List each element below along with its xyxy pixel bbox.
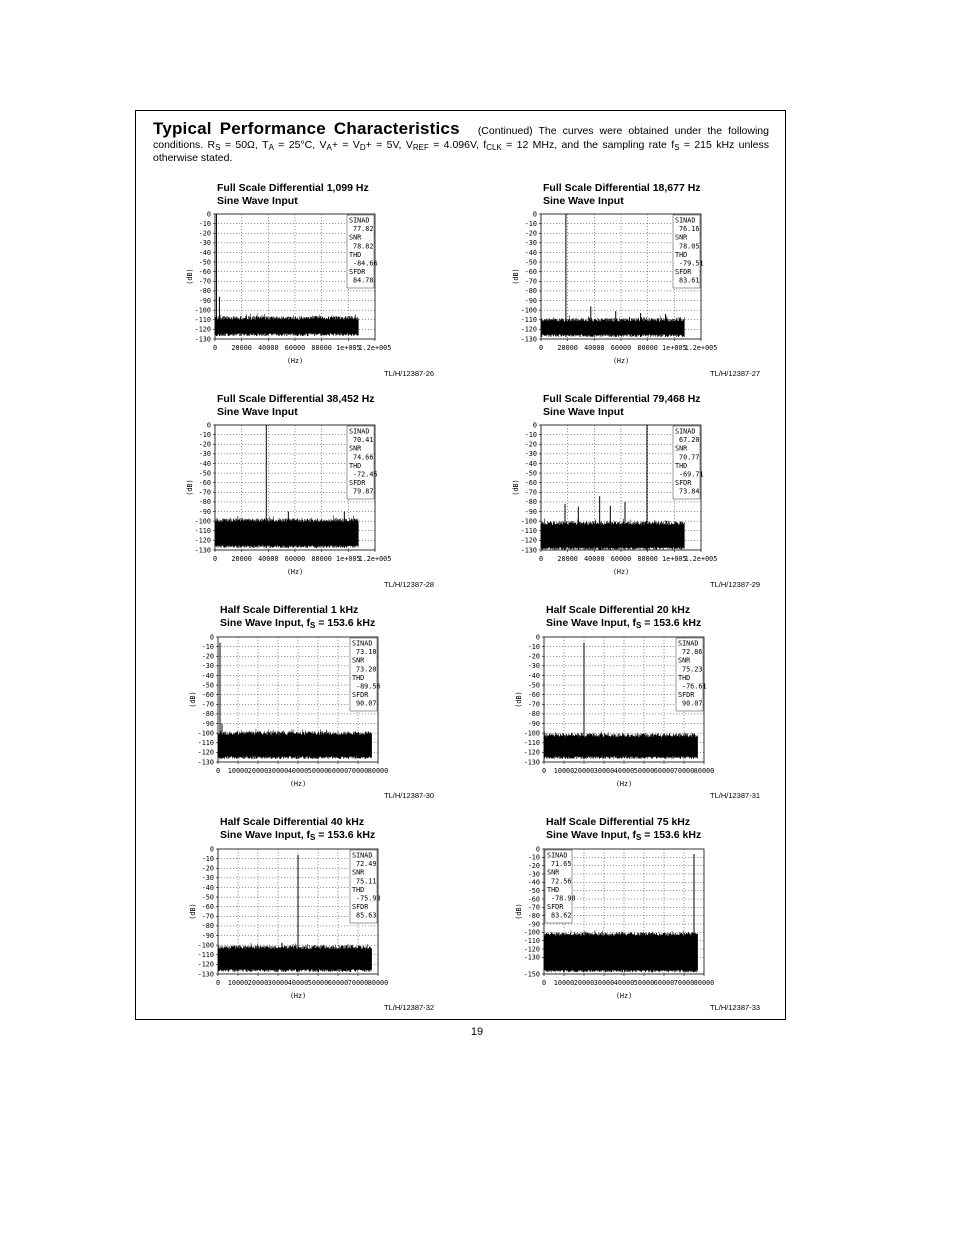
x-axis-label: (Hz)	[289, 992, 307, 1000]
stat-value: 75.23	[682, 665, 703, 674]
y-tick-label: -40	[527, 671, 540, 680]
page-number: 19	[470, 1026, 484, 1038]
stat-name: SFDR	[349, 268, 366, 277]
y-tick-label: 0	[206, 210, 211, 219]
y-tick-label: -50	[198, 469, 211, 478]
y-tick-label: -100	[194, 517, 211, 526]
figure-id: TL/H/12387-30	[384, 791, 435, 800]
stat-value: 75.11	[356, 877, 377, 886]
stat-name: SFDR	[352, 691, 369, 700]
y-tick-label: -50	[524, 469, 537, 478]
y-tick-label: -30	[524, 239, 537, 248]
y-tick-label: -20	[198, 229, 211, 238]
y-tick-label: -40	[524, 248, 537, 257]
stat-name: THD	[349, 250, 362, 259]
y-tick-label: -80	[527, 710, 540, 719]
stat-name: THD	[678, 673, 691, 682]
stat-name: SFDR	[675, 479, 692, 488]
y-tick-label: -80	[198, 287, 211, 296]
y-tick-label: -60	[201, 690, 214, 699]
x-tick-label: 20000	[573, 979, 595, 987]
y-tick-label: -70	[198, 488, 211, 497]
x-tick-label: 80000	[311, 344, 332, 352]
x-tick-label: 30000	[267, 767, 289, 775]
stat-name: SFDR	[675, 268, 692, 277]
y-tick-label: -60	[198, 267, 211, 276]
x-tick-label: 10000	[553, 979, 575, 987]
y-tick-label: -50	[201, 681, 214, 690]
stat-value: -89.56	[356, 682, 381, 691]
stat-name: SINAD	[675, 427, 696, 436]
x-tick-label: 40000	[287, 767, 309, 775]
stat-value: 71.65	[551, 860, 572, 869]
y-tick-label: -10	[198, 430, 211, 439]
x-tick-label: 30000	[593, 767, 615, 775]
y-tick-label: -100	[523, 729, 540, 738]
x-tick-label: 1e+005	[336, 555, 361, 563]
spectrum-plot	[180, 205, 420, 367]
x-tick-label: 50000	[307, 979, 329, 987]
x-tick-label: 40000	[258, 555, 279, 563]
noise-floor-series	[544, 731, 698, 759]
y-tick-label: 0	[535, 633, 540, 642]
x-tick-label: 10000	[227, 979, 249, 987]
stat-value: 74.66	[353, 453, 374, 462]
y-tick-label: -10	[524, 219, 537, 228]
x-tick-label: 1e+005	[662, 555, 687, 563]
y-tick-label: -120	[523, 945, 540, 954]
x-tick-label: 70000	[673, 767, 695, 775]
y-tick-label: -60	[524, 478, 537, 487]
chart-title: Full Scale Differential 79,468 Hz Sine Wave Input	[543, 393, 701, 418]
figure-id: TL/H/12387-32	[384, 1003, 435, 1012]
y-tick-label: -60	[527, 690, 540, 699]
x-tick-label: 1.2e+005	[358, 344, 392, 352]
x-tick-label: 0	[538, 344, 544, 352]
stat-name: SINAD	[678, 639, 699, 648]
x-tick-label: 30000	[593, 979, 615, 987]
spectrum-plot	[509, 840, 749, 1002]
y-tick-label: -30	[527, 662, 540, 671]
x-tick-label: 60000	[327, 979, 349, 987]
x-tick-label: 80000	[311, 555, 332, 563]
y-tick-label: -40	[198, 248, 211, 257]
y-tick-label: -130	[197, 970, 214, 979]
y-tick-label: -50	[201, 893, 214, 902]
y-tick-label: -20	[524, 440, 537, 449]
y-axis-label: (dB)	[515, 903, 523, 920]
x-tick-label: 40000	[584, 344, 605, 352]
y-tick-label: -120	[194, 325, 211, 334]
x-tick-label: 0	[538, 555, 544, 563]
stat-name: SNR	[349, 233, 362, 242]
spectrum-plot	[506, 416, 746, 578]
stat-value: 90.07	[682, 699, 703, 708]
y-tick-label: -100	[197, 729, 214, 738]
y-tick-label: -110	[194, 527, 211, 536]
stat-name: SINAD	[547, 851, 568, 860]
x-tick-label: 60000	[653, 979, 675, 987]
stat-name: SINAD	[349, 427, 370, 436]
spectrum-plot	[180, 416, 420, 578]
chart-title: Half Scale Differential 20 kHz Sine Wave Input, $f_S = 153.6$ kHz	[546, 604, 702, 630]
y-tick-label: -20	[201, 652, 214, 661]
stat-value: 84.78	[353, 276, 374, 285]
x-tick-label: 0	[215, 979, 221, 987]
stat-value: 73.10	[356, 648, 377, 657]
y-tick-label: -10	[201, 854, 214, 863]
noise-floor-series	[541, 519, 684, 550]
noise-floor-series	[218, 729, 372, 759]
y-axis-label: (dB)	[186, 268, 194, 285]
y-tick-label: -20	[527, 861, 540, 870]
stat-name: SFDR	[352, 903, 369, 912]
stat-value: 67.20	[679, 436, 700, 445]
y-axis-label: (dB)	[512, 268, 520, 285]
stat-value: 72.86	[682, 648, 703, 657]
chart-title: Full Scale Differential 1,099 Hz Sine Wave Input	[217, 182, 369, 207]
x-tick-label: 20000	[247, 979, 269, 987]
x-tick-label: 80000	[693, 979, 715, 987]
y-tick-label: 0	[532, 421, 537, 430]
y-tick-label: -40	[524, 459, 537, 468]
y-tick-label: 0	[532, 210, 537, 219]
stat-name: THD	[352, 673, 365, 682]
y-tick-label: -120	[520, 325, 537, 334]
x-tick-label: 80000	[367, 767, 389, 775]
stat-value: 77.82	[353, 225, 374, 234]
y-tick-label: -130	[520, 335, 537, 344]
y-tick-label: -150	[523, 970, 540, 979]
y-tick-label: -50	[527, 886, 540, 895]
figure-id: TL/H/12387-26	[384, 369, 435, 378]
stat-name: SNR	[547, 868, 560, 877]
y-tick-label: -70	[527, 700, 540, 709]
x-tick-label: 60000	[653, 767, 675, 775]
y-tick-label: -70	[524, 488, 537, 497]
y-tick-label: -120	[520, 536, 537, 545]
y-tick-label: -10	[201, 642, 214, 651]
x-tick-label: 20000	[231, 555, 252, 563]
x-tick-label: 1.2e+005	[684, 344, 718, 352]
x-tick-label: 80000	[637, 344, 658, 352]
y-tick-label: -40	[201, 883, 214, 892]
chart-title: Half Scale Differential 1 kHz Sine Wave Input, $f_S = 153.6$ kHz	[220, 604, 376, 630]
y-tick-label: -110	[523, 739, 540, 748]
y-tick-label: -130	[523, 953, 540, 962]
y-tick-label: -120	[523, 748, 540, 757]
stat-value: 70.77	[679, 453, 700, 462]
y-tick-label: -90	[198, 296, 211, 305]
x-tick-label: 80000	[637, 555, 658, 563]
y-tick-label: -110	[520, 527, 537, 536]
x-tick-label: 50000	[307, 767, 329, 775]
x-tick-label: 40000	[613, 767, 635, 775]
x-axis-label: (Hz)	[612, 568, 630, 576]
y-tick-label: -120	[194, 536, 211, 545]
x-tick-label: 1e+005	[662, 344, 687, 352]
stat-name: THD	[547, 885, 560, 894]
x-tick-label: 1.2e+005	[358, 555, 392, 563]
y-tick-label: -90	[201, 931, 214, 940]
x-tick-label: 20000	[247, 767, 269, 775]
y-tick-label: -20	[524, 229, 537, 238]
y-tick-label: -100	[520, 517, 537, 526]
y-tick-label: -80	[201, 710, 214, 719]
y-tick-label: -30	[524, 450, 537, 459]
y-tick-label: -70	[201, 700, 214, 709]
figure-id: TL/H/12387-33	[710, 1003, 761, 1012]
stat-value: -76.61	[682, 682, 707, 691]
stat-value: 72.49	[356, 860, 377, 869]
stat-name: THD	[675, 461, 688, 470]
y-tick-label: -50	[527, 681, 540, 690]
noise-floor-series	[541, 315, 684, 337]
page-title: Typical Performance Characteristics	[153, 119, 460, 138]
y-tick-label: -30	[198, 450, 211, 459]
stat-name: SINAD	[352, 639, 373, 648]
stat-name: SNR	[352, 656, 365, 665]
stat-value: 90.07	[356, 699, 377, 708]
y-tick-label: -70	[527, 903, 540, 912]
y-axis-label: (dB)	[512, 479, 520, 496]
figure-id: TL/H/12387-29	[710, 580, 761, 589]
x-tick-label: 80000	[367, 979, 389, 987]
x-axis-label: (Hz)	[289, 780, 307, 788]
y-tick-label: -10	[527, 853, 540, 862]
x-tick-label: 50000	[633, 767, 655, 775]
x-tick-label: 70000	[673, 979, 695, 987]
x-tick-label: 1.2e+005	[684, 555, 718, 563]
y-tick-label: -120	[197, 748, 214, 757]
x-tick-label: 80000	[693, 767, 715, 775]
stat-name: SNR	[349, 444, 362, 453]
y-tick-label: -90	[524, 296, 537, 305]
spectrum-plot	[183, 840, 423, 1002]
spectrum-plot	[506, 205, 746, 367]
x-axis-label: (Hz)	[615, 992, 633, 1000]
chart-title: Full Scale Differential 18,677 Hz Sine Wave Input	[543, 182, 701, 207]
stat-name: SNR	[678, 656, 691, 665]
y-tick-label: 0	[535, 845, 540, 854]
x-tick-label: 60000	[610, 344, 632, 352]
stat-name: SINAD	[349, 216, 370, 225]
conditions-text: (Continued) The curves were obtained under the following conditions. $R_S = 50\Omega$, $T_A = 25^\circ C$, $V_A+ = V_D+ = 5V$, $V_{REF} = 4.096V$, $f_{CLK} = 12$ MHz, and the sampling rate $f_S = 215$ kHz unless otherwise stated.	[153, 125, 770, 164]
x-tick-label: 20000	[557, 344, 578, 352]
stat-value: 76.16	[679, 225, 700, 234]
x-tick-label: 60000	[284, 555, 306, 563]
y-tick-label: 0	[209, 845, 214, 854]
y-tick-label: -90	[527, 719, 540, 728]
stat-name: SFDR	[349, 479, 366, 488]
chart-title: Half Scale Differential 75 kHz Sine Wave Input, $f_S = 153.6$ kHz	[546, 816, 702, 842]
y-tick-label: -10	[198, 219, 211, 228]
stat-value: 70.41	[353, 436, 374, 445]
x-tick-label: 20000	[231, 344, 252, 352]
x-axis-label: (Hz)	[286, 568, 304, 576]
y-tick-label: -40	[198, 459, 211, 468]
x-tick-label: 50000	[633, 979, 655, 987]
y-tick-label: -50	[524, 258, 537, 267]
stat-value: 78.82	[353, 242, 374, 251]
x-tick-label: 0	[541, 767, 547, 775]
x-tick-label: 70000	[347, 979, 369, 987]
header	[153, 119, 770, 166]
noise-floor-series	[215, 516, 358, 548]
y-tick-label: -130	[197, 758, 214, 767]
y-tick-label: -20	[201, 864, 214, 873]
y-tick-label: -60	[527, 895, 540, 904]
x-tick-label: 0	[212, 344, 218, 352]
y-tick-label: -110	[194, 316, 211, 325]
x-tick-label: 60000	[284, 344, 306, 352]
x-tick-label: 0	[215, 767, 221, 775]
y-tick-label: -130	[520, 546, 537, 555]
stat-name: THD	[675, 250, 688, 259]
y-tick-label: -80	[527, 911, 540, 920]
stat-name: SNR	[352, 868, 365, 877]
x-tick-label: 10000	[553, 767, 575, 775]
y-tick-label: -130	[194, 335, 211, 344]
stat-value: 85.63	[356, 911, 377, 920]
y-tick-label: -90	[201, 719, 214, 728]
x-axis-label: (Hz)	[612, 357, 630, 365]
stat-value: -72.45	[353, 470, 378, 479]
y-axis-label: (dB)	[515, 691, 523, 708]
x-tick-label: 40000	[287, 979, 309, 987]
y-tick-label: -110	[523, 936, 540, 945]
y-tick-label: -110	[520, 316, 537, 325]
stat-value: 79.87	[353, 487, 374, 496]
y-tick-label: -90	[527, 920, 540, 929]
stat-value: -78.90	[551, 894, 576, 903]
stat-value: -75.93	[356, 894, 381, 903]
figure-id: TL/H/12387-31	[710, 791, 761, 800]
y-tick-label: -70	[201, 912, 214, 921]
stat-name: SFDR	[547, 903, 564, 912]
y-tick-label: -110	[197, 951, 214, 960]
stat-value: -79.51	[679, 259, 704, 268]
y-tick-label: -80	[201, 922, 214, 931]
spectrum-plot	[509, 628, 749, 790]
x-tick-label: 40000	[584, 555, 605, 563]
y-tick-label: -10	[524, 430, 537, 439]
stat-name: SINAD	[352, 851, 373, 860]
figure-id: TL/H/12387-27	[710, 369, 761, 378]
x-tick-label: 0	[212, 555, 218, 563]
x-tick-label: 70000	[347, 767, 369, 775]
stat-name: THD	[349, 461, 362, 470]
x-tick-label: 60000	[327, 767, 349, 775]
y-tick-label: 0	[206, 421, 211, 430]
figure-id: TL/H/12387-28	[384, 580, 435, 589]
y-tick-label: -70	[524, 277, 537, 286]
y-tick-label: -60	[524, 267, 537, 276]
y-tick-label: -70	[198, 277, 211, 286]
y-tick-label: -130	[523, 758, 540, 767]
y-tick-label: -30	[198, 239, 211, 248]
stat-name: SNR	[675, 233, 688, 242]
y-tick-label: -90	[524, 507, 537, 516]
y-tick-label: -40	[201, 671, 214, 680]
stat-value: 72.56	[551, 877, 572, 886]
y-tick-label: -20	[198, 440, 211, 449]
stat-value: 73.20	[356, 665, 377, 674]
stat-name: SINAD	[675, 216, 696, 225]
x-axis-label: (Hz)	[286, 357, 304, 365]
y-tick-label: -60	[201, 902, 214, 911]
noise-floor-series	[215, 314, 358, 337]
y-tick-label: -50	[198, 258, 211, 267]
y-tick-label: -60	[198, 478, 211, 487]
y-tick-label: -130	[194, 546, 211, 555]
y-tick-label: -30	[201, 662, 214, 671]
spectrum-plot	[183, 628, 423, 790]
y-tick-label: -100	[520, 306, 537, 315]
stat-value: 83.61	[679, 276, 700, 285]
y-tick-label: -110	[197, 739, 214, 748]
y-tick-label: -80	[524, 498, 537, 507]
chart-title: Half Scale Differential 40 kHz Sine Wave Input, $f_S = 153.6$ kHz	[220, 816, 376, 842]
x-axis-label: (Hz)	[615, 780, 633, 788]
stat-value: 83.62	[551, 911, 572, 920]
noise-floor-series	[218, 943, 372, 972]
y-tick-label: -20	[527, 652, 540, 661]
y-tick-label: -100	[194, 306, 211, 315]
stat-value: -69.71	[679, 470, 704, 479]
y-tick-label: -100	[197, 941, 214, 950]
stat-value: -84.66	[353, 259, 378, 268]
x-tick-label: 30000	[267, 979, 289, 987]
y-tick-label: -120	[197, 960, 214, 969]
y-tick-label: -80	[198, 498, 211, 507]
x-tick-label: 20000	[573, 767, 595, 775]
stat-name: SFDR	[678, 691, 695, 700]
y-tick-label: -30	[201, 874, 214, 883]
stat-name: THD	[352, 885, 365, 894]
x-tick-label: 40000	[613, 979, 635, 987]
chart-title: Full Scale Differential 38,452 Hz Sine Wave Input	[217, 393, 375, 418]
y-tick-label: -100	[523, 928, 540, 937]
x-tick-label: 0	[541, 979, 547, 987]
y-axis-label: (dB)	[186, 479, 194, 496]
x-tick-label: 20000	[557, 555, 578, 563]
noise-floor-series	[544, 930, 698, 972]
y-tick-label: 0	[209, 633, 214, 642]
x-tick-label: 40000	[258, 344, 279, 352]
x-tick-label: 60000	[610, 555, 632, 563]
y-tick-label: -30	[527, 870, 540, 879]
x-tick-label: 10000	[227, 767, 249, 775]
y-tick-label: -80	[524, 287, 537, 296]
y-tick-label: -10	[527, 642, 540, 651]
stat-value: 73.84	[679, 487, 700, 496]
y-axis-label: (dB)	[189, 903, 197, 920]
y-tick-label: -90	[198, 507, 211, 516]
stat-name: SNR	[675, 444, 688, 453]
stat-value: 78.05	[679, 242, 700, 251]
y-axis-label: (dB)	[189, 691, 197, 708]
x-tick-label: 1e+005	[336, 344, 361, 352]
y-tick-label: -40	[527, 878, 540, 887]
